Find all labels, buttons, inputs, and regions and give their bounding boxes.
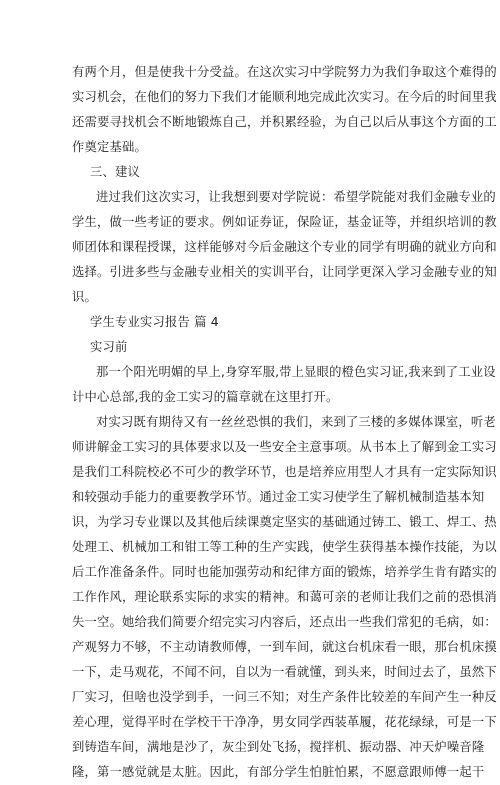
paragraph-line: 是我们工科院校必不可少的教学环节，也是培养应用型人才具有一定实际知识 [72,465,497,479]
paragraph-line: 差心理，觉得平时在学校干干净净，男女同学西装革履，花花绿绿，可是一下 [72,715,497,729]
paragraph-line: 失一空。她给我们简要介绍完实习内容后，还点出一些我们常犯的毛病，如： [72,615,497,629]
paragraph-line: 一下，走马观花，不闻不问，自以为一看就懂，到头来，时间过去了，虽然下 [72,665,497,679]
paragraph-line: 处理工、机械加工和钳工等工种的生产实践，使学生获得基本操作技能，为以 [72,540,497,554]
paragraph-line: 识。 [72,290,97,304]
paragraph-line: 进过我们这次实习，让我想到要对学院说：希望学院能对我们金融专业的 [96,190,496,204]
paragraph-line: 那一个阳光明媚的早上,身穿军服,带上显眼的橙色实习证,我来到了工业设 [96,365,496,379]
paragraph-line: 实习机会，在他们的努力下我们才能顺利地完成此次实习。在今后的时间里我 [72,90,497,104]
paragraph-line: 有两个月，但是使我十分受益。在这次实习中学院努力为我们争取这个难得的 [72,65,497,79]
paragraph-line: 选择。引进多些与金融专业相关的实训平台，让同学更深入学习金融专业的知 [72,265,497,279]
paragraph-line: 作奠定基础。 [72,140,147,154]
section-heading-before-internship: 实习前 [90,340,128,354]
paragraph-line: 厂实习，但啥也没学到手，一问三不知；对生产条件比较差的车间产生一种反 [72,690,497,704]
paragraph-line: 后工作准备条件。同时也能加强劳动和纪律方面的锻炼，培养学生肯有踏实的 [72,565,497,579]
paragraph-line: 识，为学习专业课以及其他后续课奠定坚实的基础通过铸工、锻工、焊工、热 [72,515,497,529]
document-body [72,60,497,785]
paragraph-line: 师团体和课程授课，这样能够对今后金融这个专业的同学有明确的就业方向和 [72,240,497,254]
section-heading-suggestions: 三、建议 [90,165,140,179]
paragraph-line: 和较强动手能力的重要教学环节。通过金工实习使学生了解机械制造基本知 [72,490,485,504]
paragraph-line: 对实习既有期待又有一丝丝恐惧的我们，来到了三楼的多媒体课室，听老 [96,415,496,429]
paragraph-line: 师讲解金工实习的具体要求以及一些安全主意事项。从书本上了解到金工实习 [72,440,497,454]
paragraph-line: 产观努力不够，不主动请教师傅，一到车间，就这台机床看一眼，那台机床摸 [72,640,497,654]
paragraph-line: 到铸造车间，满地是沙了，灰尘到处飞扬，搅拌机、振动器、冲天炉噪音隆 [72,740,485,754]
paragraph-line: 还需要寻找机会不断地锻炼自己，并积累经验，为自己以后从事这个方面的工 [72,115,497,129]
paragraph-line: 学生，做一些考证的要求。例如证券证，保险证，基金证等，并组织培训的教 [72,215,497,229]
report-title: 学生专业实习报告 篇 4 [90,315,219,329]
paragraph-line: 隆，第一感觉就是太脏。因此，有部分学生怕脏怕累，不愿意跟师傅一起干 [72,765,485,779]
paragraph-line: 工作作风，理论联系实际的求实的精神。和蔼可亲的老师让我们之前的恐惧消 [72,590,497,604]
paragraph-line: 计中心总部,我的金工实习的篇章就在这里打开。 [72,390,339,404]
